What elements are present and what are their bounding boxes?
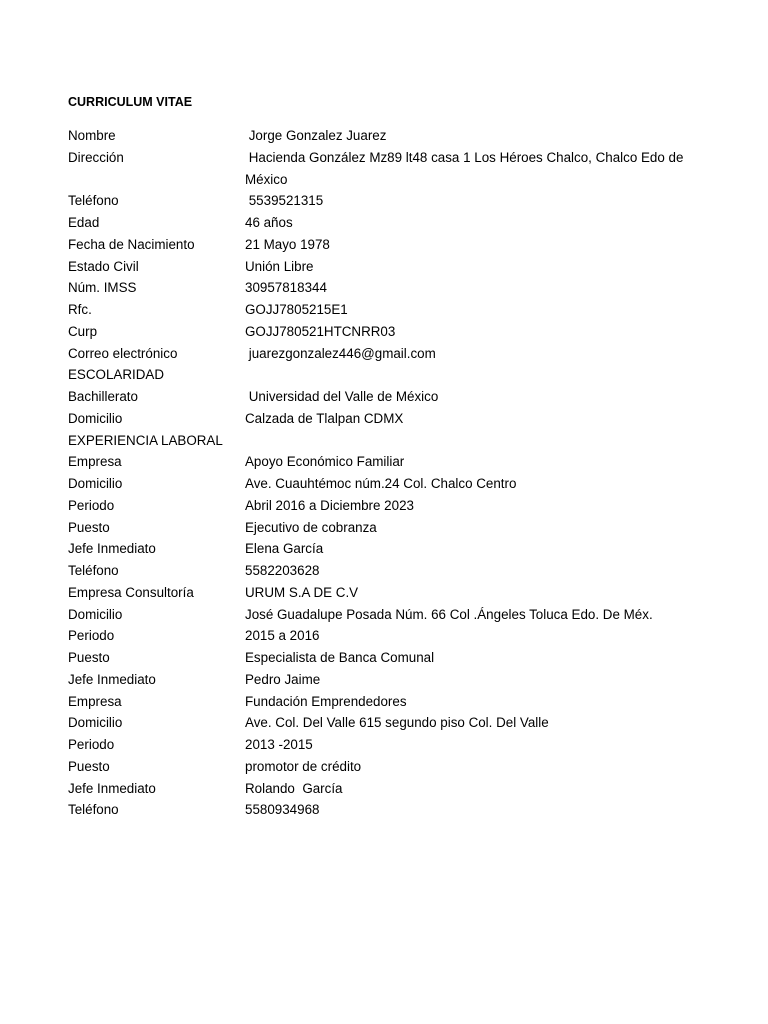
cv-field-row	[68, 190, 708, 212]
field-value: 30957818344	[245, 280, 327, 296]
cv-field-row	[68, 299, 708, 321]
field-label: Correo electrónico	[68, 345, 178, 361]
cv-field-row	[68, 604, 708, 626]
cv-field-row	[68, 430, 708, 452]
field-label: Empresa	[68, 454, 122, 470]
cv-fields	[68, 125, 708, 821]
cv-field-row	[68, 386, 708, 408]
field-value: Jorge Gonzalez Juarez	[245, 128, 387, 143]
field-label: Curp	[68, 323, 98, 339]
field-label: Rfc.	[68, 302, 92, 317]
cv-field-row	[68, 473, 708, 495]
field-value: Especialista de Banca Comunal	[245, 650, 435, 665]
field-label: Teléfono	[68, 193, 119, 209]
field-value: 46 años	[245, 215, 293, 230]
cv-field-row	[68, 582, 708, 604]
cv-field-row	[68, 495, 708, 517]
field-label: Empresa	[68, 693, 122, 709]
field-label: EXPERIENCIA LABORAL	[68, 432, 223, 448]
cv-field-row	[68, 756, 708, 778]
field-label: Periodo	[68, 628, 115, 644]
field-value: promotor de crédito	[245, 758, 362, 774]
field-label: Fecha de Nacimiento	[68, 236, 195, 252]
field-value: José Guadalupe Posada Núm. 66 Col .Ángeles Toluca Edo. De Méx.	[245, 606, 653, 622]
field-value	[245, 430, 708, 452]
field-value: GOJJ780521HTCNRR03	[245, 323, 396, 339]
field-value: Fundación Emprendedores	[245, 693, 407, 709]
field-label: Edad	[68, 215, 100, 230]
field-label: Bachillerato	[68, 389, 138, 404]
field-label: Puesto	[68, 758, 110, 774]
field-label: Puesto	[68, 519, 110, 535]
cv-field-row	[68, 256, 708, 278]
field-label: Puesto	[68, 650, 110, 665]
field-label: Teléfono	[68, 563, 119, 578]
cv-field-row	[68, 364, 708, 386]
field-label: Teléfono	[68, 802, 119, 818]
field-value: Hacienda González Mz89 lt48 casa 1 Los Héroes Chalco, Chalco Edo de México	[245, 149, 688, 187]
cv-field-row	[68, 125, 708, 147]
field-value: Unión Libre	[245, 258, 314, 274]
field-label: Domicilio	[68, 715, 123, 731]
field-value: Apoyo Económico Familiar	[245, 454, 405, 470]
field-label: Periodo	[68, 737, 115, 752]
field-label: Empresa Consultoría	[68, 584, 194, 600]
cv-field-row	[68, 147, 708, 191]
cv-field-row	[68, 778, 708, 800]
cv-field-row	[68, 560, 708, 582]
cv-field-row	[68, 691, 708, 713]
field-label: Domicilio	[68, 476, 123, 491]
field-value: Rolando García	[245, 780, 343, 796]
cv-field-row	[68, 669, 708, 691]
cv-field-row	[68, 625, 708, 647]
document-title: CURRICULUM VITAE	[68, 95, 193, 109]
field-value: URUM S.A DE C.V	[245, 584, 359, 600]
field-label: Periodo	[68, 497, 115, 513]
cv-field-row	[68, 517, 708, 539]
field-value: Pedro Jaime	[245, 671, 321, 687]
cv-field-row	[68, 343, 708, 365]
field-value: 21 Mayo 1978	[245, 236, 330, 252]
field-value: 2013 -2015	[245, 737, 313, 752]
cv-field-row	[68, 712, 708, 734]
field-label: Dirección	[68, 149, 124, 165]
cv-field-row	[68, 647, 708, 669]
field-value: Universidad del Valle de México	[245, 389, 439, 404]
field-value: GOJJ7805215E1	[245, 302, 348, 317]
field-label: Jefe Inmediato	[68, 541, 156, 557]
cv-field-row	[68, 234, 708, 256]
field-label: Jefe Inmediato	[68, 671, 156, 687]
field-value: 5582203628	[245, 563, 320, 578]
field-label: Estado Civil	[68, 258, 139, 274]
cv-field-row	[68, 321, 708, 343]
field-label: Jefe Inmediato	[68, 780, 156, 796]
field-label: Domicilio	[68, 606, 123, 622]
field-value: juarezgonzalez446@gmail.com	[245, 345, 436, 361]
cv-field-row	[68, 538, 708, 560]
cv-field-row	[68, 799, 708, 821]
field-value: Ave. Cuauhtémoc núm.24 Col. Chalco Centro	[245, 476, 517, 491]
field-label: Domicilio	[68, 410, 123, 426]
field-value: Elena García	[245, 541, 324, 557]
cv-field-row	[68, 277, 708, 299]
field-label: ESCOLARIDAD	[68, 367, 164, 383]
cv-field-row	[68, 212, 708, 234]
field-label: Núm. IMSS	[68, 280, 137, 296]
field-value: Ejecutivo de cobranza	[245, 519, 377, 535]
field-value: 2015 a 2016	[245, 628, 320, 644]
cv-field-row	[68, 734, 708, 756]
field-label: Nombre	[68, 128, 116, 143]
field-value: Ave. Col. Del Valle 615 segundo piso Col. Del Valle	[245, 715, 549, 731]
field-value	[245, 364, 708, 386]
cv-field-row	[68, 408, 708, 430]
field-value: 5580934968	[245, 802, 320, 818]
field-value: 5539521315	[245, 193, 324, 209]
field-value: Abril 2016 a Diciembre 2023	[245, 497, 414, 513]
field-value: Calzada de Tlalpan CDMX	[245, 410, 404, 426]
cv-field-row	[68, 451, 708, 473]
